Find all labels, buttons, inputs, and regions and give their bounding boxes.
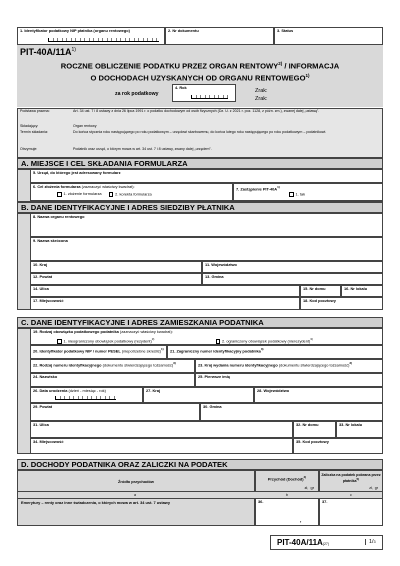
foreign-id-sup: 3) [260, 347, 264, 351]
payer-county-field[interactable] [30, 273, 202, 285]
col-index-c: c [350, 493, 352, 497]
resident-sup: 3) [151, 337, 155, 341]
resident-checkbox[interactable] [57, 339, 62, 344]
form-code-sup: 1) [71, 47, 76, 53]
footer-page-total: 3 [373, 540, 376, 544]
doc-number-label: 2. Nr dokumentu [168, 28, 199, 33]
year-field[interactable] [172, 84, 236, 102]
pension-advance-label: 37. [322, 499, 328, 504]
pension-row-text: Emerytury – renty oraz inne świadczenia, o których mowa w art. 34 ust. 7 ustawy [21, 500, 170, 505]
taxpayer-nip-sup: 1) [160, 347, 164, 351]
title-line-1-end: / INFORMACJA [282, 61, 340, 71]
taxpayer-county-field[interactable] [30, 403, 200, 421]
taxpayer-street-field[interactable] [30, 421, 293, 438]
payer-name-field[interactable] [30, 213, 383, 237]
form-code-text: PIT-40A/11A [20, 47, 72, 57]
office-field-label: 5. Urząd, do którego jest adresowany formularz [33, 170, 121, 175]
purpose-correction-checkbox[interactable] [109, 192, 114, 197]
taxpayer-country-label: 27. Kraj [146, 388, 161, 393]
info-text-deadline [73, 130, 378, 134]
first-name-field[interactable] [195, 373, 383, 387]
birth-date-field[interactable] [30, 387, 143, 403]
taxpayer-commune-label: 30. Gmina [203, 404, 222, 409]
payer-commune-field[interactable] [202, 273, 383, 285]
id-type-label: 22. Rodzaj numeru identyfikacyjnego [33, 362, 102, 368]
payer-flat-no-field[interactable] [341, 285, 383, 297]
status-field[interactable] [274, 27, 383, 45]
id-type-sup: 3) [173, 361, 176, 365]
id-type-hint: (dokumentu stwierdzającego tożsamość) [101, 362, 174, 368]
info-text-legal-content: Art. 34 ust. 7 i 8 ustawy z dnia 26 lipca 1991 r. o podatku dochodowym od osób fizycznych (Dz. U. z 2021 r. poz. 1128, z późn. zm.), zwanej dalej „ustawą”. [73, 109, 320, 113]
replacement-field-label: 7. Zastąpienie PIT-40A [236, 186, 278, 192]
section-b-header: B. DANE IDENTYFIKACYJNE I ADRES SIEDZIBY PŁATNIKA [17, 202, 383, 213]
status-label: 3. Status [277, 28, 294, 33]
taxpayer-country-field[interactable] [143, 387, 254, 403]
info-label-deadline: Termin składania: [20, 130, 48, 134]
doc-number-field[interactable] [165, 27, 274, 45]
nip-field[interactable] [17, 27, 165, 45]
payer-name-label: 8. Nazwa organu rentowego [33, 214, 85, 219]
pension-advance-field[interactable] [319, 498, 383, 526]
birth-date-hint: (dzień - miesiąc - rok) [67, 388, 106, 393]
nonresident-sup: 3) [310, 337, 313, 341]
purpose-submit-label: 1. złożenie formularza [63, 191, 102, 197]
taxpayer-voivodeship-label: 28. Województwo [257, 388, 290, 393]
payer-county-label: 12. Powiat [33, 274, 53, 279]
payer-city-label: 17. Miejscowość [33, 298, 64, 303]
id-country-hint: (dokumentu stwierdzającego tożsamość) [277, 362, 350, 368]
col-advance-label: Zaliczka na podatek pobrana przez płatnika [321, 473, 381, 484]
zrak-2: Zrak: [255, 96, 268, 102]
col-income-header [255, 470, 319, 492]
taxpayer-county-label: 29. Powiat [33, 404, 53, 409]
payer-commune-label: 13. Gmina [205, 274, 224, 279]
payer-postcode-field[interactable] [300, 297, 383, 310]
footer-form-code [277, 538, 329, 547]
section-a-header: A. MIEJSCE I CEL SKŁADANIA FORMULARZA [17, 158, 383, 169]
replacement-field [233, 183, 383, 201]
taxpayer-postcode-label: 35. Kod pocztowy [296, 439, 329, 444]
footer-version: (27) [322, 542, 330, 546]
payer-voivodeship-label: 11. Województwo [205, 262, 237, 267]
surname-label: 24. Nazwisko [33, 374, 58, 379]
tax-obligation-hint: (zaznaczyć właściwy kwadrat): [118, 329, 173, 334]
payer-short-name-label: 9. Nazwa skrócona [33, 238, 68, 243]
replacement-field-sup: 1) [277, 185, 280, 189]
info-text-deadline-content: Do końca stycznia roku następującego po roku podatkowym – urzędowi skarbowemu, do końca lutego roku następującego po roku podatkowym – podatnikowi. [73, 130, 327, 134]
col-index-a: a [134, 493, 136, 497]
pension-income-field[interactable] [255, 498, 319, 526]
payer-street-field[interactable] [30, 285, 300, 297]
col-advance-unit-gr: gr [374, 486, 378, 491]
col-advance-unit-zl: zł, [369, 486, 373, 491]
taxpayer-postcode-field[interactable] [293, 438, 383, 454]
nonresident-checkbox[interactable] [216, 339, 221, 344]
col-income-sup: 4) [303, 475, 307, 479]
taxpayer-nip-pesel-field[interactable] [30, 345, 167, 359]
col-advance-sup: 5) [356, 477, 360, 481]
purpose-field-label: 6. Cel złożenia formularza [33, 184, 81, 189]
title-sup-2: 1) [305, 72, 310, 78]
title-line-2 [17, 71, 383, 83]
nip-ticks [48, 38, 159, 42]
birth-date-ticks [55, 396, 116, 400]
payer-flat-no-label: 16. Nr lokalu [344, 286, 368, 291]
id-country-field[interactable] [195, 359, 383, 373]
taxpayer-street-label: 31. Ulica [33, 422, 49, 427]
taxpayer-voivodeship-field[interactable] [254, 387, 383, 403]
payer-house-no-label: 15. Nr domu [303, 286, 326, 291]
payer-short-name-field[interactable] [30, 237, 383, 261]
taxpayer-nip-label: 20. Identyfikator podatkowy NIP / numer PESEL [33, 348, 121, 354]
tax-obligation-options [57, 337, 313, 344]
col-income-units [256, 486, 318, 491]
form-title [17, 59, 383, 82]
payer-country-field[interactable] [30, 261, 202, 273]
section-c-header: C. DANE IDENTYFIKACYJNE I ADRES ZAMIESZKANIA PODATNIKA [17, 317, 383, 328]
footer-code-text: PIT-40A/11A [277, 538, 323, 547]
replacement-yes-checkbox[interactable] [289, 192, 294, 197]
title-line-1-text: ROCZNE OBLICZENIE PODATKU PRZEZ ORGAN RENTOWY [60, 61, 279, 71]
payer-voivodeship-field[interactable] [202, 261, 383, 273]
id-country-label: 23. Kraj wydania numeru identyfikacyjnego [198, 362, 278, 368]
taxpayer-flat-no-label: 33. Nr lokalu [339, 422, 363, 427]
foreign-id-field[interactable] [167, 345, 383, 359]
footer-page-number: 1/ [369, 539, 374, 545]
title-sup-1: 2) [278, 61, 283, 66]
info-label-recipient: Otrzymuje: [20, 147, 38, 151]
taxpayer-house-no-field[interactable] [293, 421, 336, 438]
birth-date-label: 26. Data urodzenia [33, 388, 68, 393]
year-ticks [191, 95, 228, 99]
taxpayer-city-field[interactable] [30, 438, 293, 454]
col-advance-header [319, 470, 383, 492]
taxpayer-flat-no-field[interactable] [336, 421, 383, 438]
payer-country-label: 10. Kraj [33, 262, 48, 267]
replacement-yes-label: 1. tak [295, 191, 306, 197]
payer-postcode-label: 18. Kod pocztowy [303, 298, 336, 303]
pension-income-comma: , [300, 518, 302, 524]
taxpayer-nip-hint: (niepotrzebne skreślić) [120, 348, 161, 354]
id-country-sup: 3) [349, 361, 353, 365]
payer-street-label: 14. Ulica [33, 286, 49, 291]
payer-city-field[interactable] [30, 297, 300, 310]
purpose-submit-checkbox[interactable] [57, 192, 62, 197]
form-code [20, 47, 76, 57]
zrak-1: Zrak: [255, 88, 268, 94]
title-line-2-text: O DOCHODACH UZYSKANYCH OD ORGANU RENTOWEGO [90, 73, 306, 83]
col-source-header [17, 470, 255, 492]
foreign-id-label: 21. Zagraniczny numer identyfikacyjny podatnika [170, 348, 261, 354]
tax-obligation-field [30, 328, 383, 345]
pension-income-label: 36. [258, 499, 264, 504]
taxpayer-house-no-label: 32. Nr domu [296, 422, 319, 427]
info-label-submitter: Składający: [20, 124, 39, 128]
replacement-option [289, 192, 305, 197]
col-source-label: Źródło przychodów [118, 479, 154, 484]
taxpayer-commune-field[interactable] [200, 403, 383, 421]
nonresident-label: 2. ograniczony obowiązek podatkowy (nierezydent) [222, 338, 311, 344]
office-field[interactable] [30, 169, 383, 183]
first-name-label: 25. Pierwsze imię [198, 374, 231, 379]
taxpayer-city-label: 34. Miejscowość [33, 439, 64, 444]
footer-page [365, 539, 376, 545]
footer-bar [270, 535, 383, 550]
col-advance-units [320, 486, 382, 490]
col-income-unit-gr: gr [310, 484, 314, 490]
nip-field-label: 1. Identyfikator podatkowy NIP płatnika (organu rentowego) [20, 28, 130, 33]
year-field-label: 4. Rok [175, 85, 187, 90]
purpose-correction-label: 2. korekta formularza [115, 191, 152, 197]
col-income-unit-zl: zł, [304, 484, 309, 490]
title-line-1 [17, 59, 383, 71]
info-text-submitter: Organ rentowy [73, 124, 97, 128]
id-type-field[interactable] [30, 359, 195, 373]
section-d-header: D. DOCHODY PODATNIKA ORAZ ZALICZKI NA PODATEK [17, 459, 383, 470]
col-index-b: b [286, 493, 288, 497]
year-label: za rok podatkowy [115, 91, 159, 97]
info-label-legal: Podstawa prawna: [20, 109, 50, 113]
payer-house-no-field[interactable] [300, 285, 341, 297]
pension-row-label [17, 498, 255, 526]
surname-field[interactable] [30, 373, 195, 387]
info-text-legal [73, 109, 378, 113]
purpose-options [57, 192, 152, 197]
col-income-label: Przychód (Dochód) [267, 476, 304, 482]
info-text-recipient: Podatnik oraz urząd, o którym mowa w art. 34 ust. 7 i 8 ustawy, zwany dalej „urzędem”. [73, 147, 212, 151]
tax-obligation-label: 19. Rodzaj obowiązku podatkowego podatnika [33, 329, 119, 334]
purpose-field-hint: (zaznaczyć właściwy kwadrat): [80, 184, 135, 189]
resident-label: 1. nieograniczony obowiązek podatkowy (rezydent) [63, 338, 152, 344]
purpose-field [30, 183, 233, 201]
